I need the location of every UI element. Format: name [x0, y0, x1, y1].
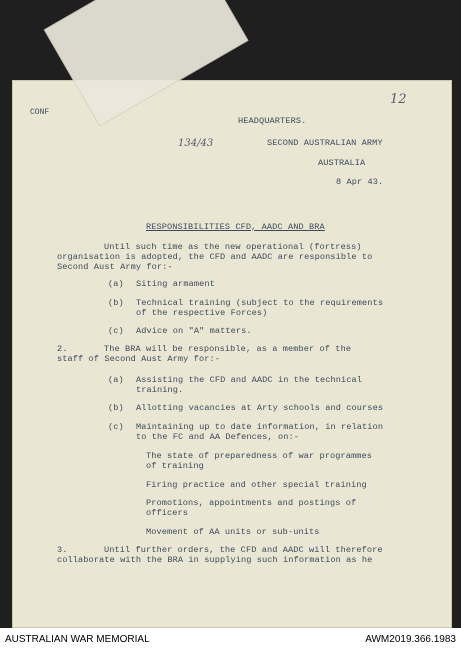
list1-b-text-2: of the respective Forces) [136, 308, 268, 318]
para3-line-1: Until further orders, the CFD and AADC will therefore [104, 545, 383, 555]
sublist-item-3-cont: officers [146, 508, 189, 518]
list2-c-marker: (c) [108, 422, 124, 432]
para1-line-1: Until such time as the new operational (fortress) [104, 242, 362, 252]
sublist-item-4: Movement of AA units or sub-units [146, 527, 320, 537]
para2-number: 2. [57, 344, 68, 354]
header-line-1: HEADQUARTERS. [238, 116, 307, 126]
list2-a-text-2: training. [136, 385, 184, 395]
document-title: RESPONSIBILITIES CFD, AADC AND BRA [146, 222, 325, 232]
header-line-2: SECOND AUSTRALIAN ARMY [267, 138, 383, 148]
list2-a-marker: (a) [108, 375, 124, 385]
header-line-3: AUSTRALIA [318, 158, 366, 168]
page-number: 12 [390, 92, 407, 107]
footer-source: AUSTRALIAN WAR MEMORIAL [5, 634, 150, 645]
sublist-item-1: The state of preparedness of war programmes [146, 451, 373, 461]
list2-a-text: Assisting the CFD and AADC in the technical [136, 375, 363, 385]
sublist-item-2: Firing practice and other special training [146, 480, 367, 490]
file-reference: 134/43 [178, 138, 214, 149]
list1-a-marker: (a) [108, 279, 124, 289]
footer-catalogue-id: AWM2019.366.1983 [365, 634, 456, 645]
list2-c-text: Maintaining up to date information, in relation [136, 422, 384, 432]
confidential-stamp: CONF [30, 108, 50, 117]
para2-line-1: The BRA will be responsible, as a member of the [104, 344, 352, 354]
list1-a-text: Siting armament [136, 279, 215, 289]
list1-b-marker: (b) [108, 298, 124, 308]
list1-c-marker: (c) [108, 326, 124, 336]
para3-number: 3. [57, 545, 68, 555]
para1-line-2: organisation is adopted, the CFD and AADC are responsible to [57, 252, 373, 262]
list1-b-text: Technical training (subject to the requirements [136, 298, 384, 308]
list1-c-text: Advice on "A" matters. [136, 326, 252, 336]
sublist-item-3: Promotions, appointments and postings of [146, 498, 357, 508]
header-date: 8 Apr 43. [336, 177, 384, 187]
list2-b-text: Allotting vacancies at Arty schools and courses [136, 403, 384, 413]
para3-line-2: collaborate with the BRA in supplying such information as he [57, 555, 373, 565]
sublist-item-1-cont: of training [146, 461, 204, 471]
list2-b-marker: (b) [108, 403, 124, 413]
para2-line-2: staff of Second Aust Army for:- [57, 354, 220, 364]
archive-footer [0, 628, 461, 653]
para1-line-3: Second Aust Army for:- [57, 262, 173, 272]
list2-c-text-2: to the FC and AA Defences, on:- [136, 432, 299, 442]
